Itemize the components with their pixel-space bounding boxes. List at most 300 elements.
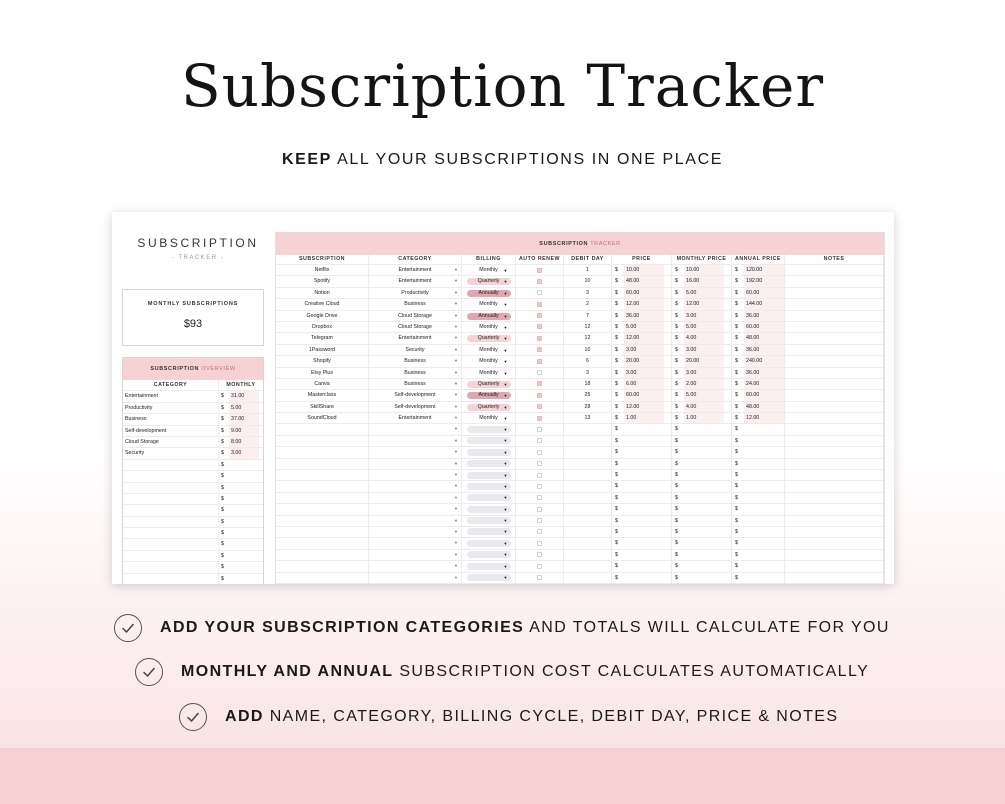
- debit-day-cell[interactable]: [564, 459, 612, 469]
- chevron-down-icon: ▼: [454, 563, 458, 569]
- notes-cell[interactable]: [785, 573, 884, 583]
- overview-monthly-amount: 31.00: [229, 391, 259, 401]
- category-dropdown[interactable]: [369, 481, 462, 491]
- debit-day-cell[interactable]: [564, 538, 612, 548]
- category-dropdown[interactable]: [369, 561, 462, 571]
- billing-pill[interactable]: [467, 437, 511, 444]
- tracker-header: [276, 233, 884, 255]
- auto-renew-checkbox[interactable]: [537, 552, 542, 557]
- currency-symbol: $: [615, 574, 618, 581]
- monthly-price-cell-amount: 5.00: [684, 288, 724, 298]
- auto-renew-checkbox[interactable]: [537, 507, 542, 512]
- billing-dropdown[interactable]: [462, 424, 516, 434]
- auto-renew-checkbox[interactable]: [537, 541, 542, 546]
- billing-dropdown[interactable]: [462, 436, 516, 446]
- billing-pill[interactable]: [467, 358, 511, 365]
- chevron-down-icon: ▼: [503, 381, 508, 387]
- notes-cell[interactable]: [785, 390, 884, 400]
- billing-value: Annually: [478, 289, 499, 296]
- billing-dropdown[interactable]: [462, 538, 516, 548]
- subscription-name-cell[interactable]: [276, 447, 369, 457]
- overview-monthly-cell: [219, 414, 263, 424]
- billing-pill[interactable]: [467, 335, 511, 342]
- chevron-down-icon: ▼: [503, 336, 508, 342]
- subscription-name-cell[interactable]: [276, 481, 369, 491]
- overview-row: [123, 539, 263, 550]
- subscription-name-cell[interactable]: [276, 550, 369, 560]
- category-dropdown[interactable]: [369, 470, 462, 480]
- monthly-price-cell-amount: 20.00: [684, 356, 724, 366]
- auto-renew-checkbox[interactable]: [537, 564, 542, 569]
- category-dropdown[interactable]: [369, 459, 462, 469]
- chevron-down-icon: ▼: [503, 540, 508, 546]
- billing-pill[interactable]: [467, 324, 511, 331]
- tracker-col-header: SUBSCRIPTION: [276, 255, 369, 264]
- auto-renew-checkbox[interactable]: [537, 484, 542, 489]
- subscription-name-cell[interactable]: [276, 516, 369, 526]
- monthly-price-cell: [672, 333, 732, 343]
- chevron-down-icon: ▼: [454, 506, 458, 512]
- category-dropdown[interactable]: [369, 527, 462, 537]
- notes-cell[interactable]: [785, 402, 884, 412]
- subscription-name-cell[interactable]: [276, 470, 369, 480]
- auto-renew-checkbox[interactable]: [537, 404, 542, 409]
- subscription-name-cell[interactable]: Shopify: [276, 356, 369, 366]
- notes-cell[interactable]: [785, 379, 884, 389]
- billing-pill[interactable]: [467, 404, 511, 411]
- annual-price-cell: [732, 459, 785, 469]
- debit-day-cell[interactable]: 28: [564, 402, 612, 412]
- category-dropdown[interactable]: [369, 390, 462, 400]
- billing-pill[interactable]: [467, 313, 511, 320]
- overview-row: [123, 528, 263, 539]
- billing-pill[interactable]: [467, 494, 511, 501]
- auto-renew-cell: [516, 402, 564, 412]
- auto-renew-checkbox[interactable]: [537, 495, 542, 500]
- price-cell-amount: 6.00: [624, 379, 664, 389]
- auto-renew-cell: [516, 413, 564, 423]
- monthly-price-cell-amount: 10.00: [684, 265, 724, 275]
- subscription-name-cell[interactable]: [276, 538, 369, 548]
- subscription-name-cell[interactable]: Masterclass: [276, 390, 369, 400]
- auto-renew-checkbox[interactable]: [537, 461, 542, 466]
- annual-price-cell-amount: 240.00: [744, 356, 784, 366]
- debit-day-cell[interactable]: 18: [564, 379, 612, 389]
- notes-cell[interactable]: [785, 345, 884, 355]
- subscription-name-cell[interactable]: [276, 436, 369, 446]
- billing-dropdown[interactable]: [462, 368, 516, 378]
- currency-symbol: $: [615, 426, 618, 433]
- billing-pill[interactable]: [467, 267, 511, 274]
- notes-cell[interactable]: [785, 322, 884, 332]
- billing-pill[interactable]: [467, 392, 511, 399]
- price-cell-amount: 1.00: [624, 413, 664, 423]
- currency-symbol: $: [675, 358, 678, 365]
- auto-renew-checkbox[interactable]: [537, 450, 542, 455]
- debit-day-cell[interactable]: [564, 550, 612, 560]
- billing-pill[interactable]: [467, 426, 511, 433]
- category-dropdown[interactable]: [369, 311, 462, 321]
- subscription-name-cell[interactable]: [276, 527, 369, 537]
- category-dropdown[interactable]: [369, 288, 462, 298]
- currency-symbol: $: [221, 552, 224, 559]
- notes-cell[interactable]: [785, 299, 884, 309]
- debit-day-cell[interactable]: [564, 516, 612, 526]
- debit-day-cell[interactable]: [564, 424, 612, 434]
- overview-title-bold: SUBSCRIPTION: [150, 366, 200, 372]
- category-dropdown[interactable]: [369, 322, 462, 332]
- category-value: Productivity: [401, 289, 429, 296]
- billing-pill[interactable]: [467, 449, 511, 456]
- category-value: Self-development: [394, 403, 436, 410]
- notes-cell[interactable]: [785, 288, 884, 298]
- debit-day-cell[interactable]: 2: [564, 299, 612, 309]
- price-cell: [612, 322, 672, 332]
- billing-pill[interactable]: [467, 381, 511, 388]
- notes-cell[interactable]: [785, 424, 884, 434]
- debit-day-cell[interactable]: 10: [564, 276, 612, 286]
- auto-renew-checkbox[interactable]: [537, 279, 542, 284]
- subscription-name-cell[interactable]: 1Password: [276, 345, 369, 355]
- overview-category-cell: [123, 494, 219, 504]
- auto-renew-checkbox[interactable]: [537, 393, 542, 398]
- category-dropdown[interactable]: [369, 402, 462, 412]
- debit-day-cell[interactable]: 7: [564, 311, 612, 321]
- chevron-down-icon: ▼: [454, 278, 458, 284]
- billing-dropdown[interactable]: [462, 516, 516, 526]
- notes-cell[interactable]: [785, 413, 884, 423]
- debit-day-cell[interactable]: [564, 527, 612, 537]
- currency-symbol: $: [221, 438, 224, 445]
- auto-renew-cell: [516, 379, 564, 389]
- notes-cell[interactable]: [785, 436, 884, 446]
- category-dropdown[interactable]: [369, 424, 462, 434]
- overview-category-cell: [123, 483, 219, 493]
- notes-cell[interactable]: [785, 459, 884, 469]
- billing-dropdown[interactable]: [462, 276, 516, 286]
- debit-day-cell[interactable]: 6: [564, 356, 612, 366]
- auto-renew-checkbox[interactable]: [537, 313, 542, 318]
- category-value: Entertainment: [398, 335, 432, 342]
- overview-category-cell: [123, 539, 219, 549]
- chevron-down-icon: ▼: [454, 358, 458, 364]
- currency-symbol: $: [675, 460, 678, 467]
- subscription-name-cell[interactable]: Netflix: [276, 265, 369, 275]
- currency-symbol: $: [675, 267, 678, 273]
- subscription-name-cell[interactable]: [276, 493, 369, 503]
- auto-renew-checkbox[interactable]: [537, 347, 542, 352]
- overview-monthly-amount: 8.00: [229, 437, 259, 447]
- currency-symbol: $: [615, 369, 618, 376]
- subscription-name-cell[interactable]: SoundCloud: [276, 413, 369, 423]
- notes-cell[interactable]: [785, 265, 884, 275]
- debit-day-cell[interactable]: 13: [564, 413, 612, 423]
- chevron-down-icon: ▼: [503, 279, 508, 285]
- notes-cell[interactable]: [785, 516, 884, 526]
- category-dropdown[interactable]: [369, 550, 462, 560]
- brand-title: SUBSCRIPTION: [137, 236, 259, 250]
- billing-dropdown[interactable]: [462, 356, 516, 366]
- annual-price-cell: [732, 493, 785, 503]
- notes-cell[interactable]: [785, 504, 884, 514]
- billing-pill[interactable]: [467, 506, 511, 513]
- annual-price-cell: [732, 333, 785, 343]
- notes-cell[interactable]: [785, 333, 884, 343]
- subscription-overview-table: [122, 357, 264, 584]
- notes-cell[interactable]: [785, 550, 884, 560]
- billing-pill[interactable]: [467, 551, 511, 558]
- billing-pill[interactable]: [467, 347, 511, 354]
- category-value: Business: [404, 380, 426, 387]
- auto-renew-cell: [516, 311, 564, 321]
- auto-renew-checkbox[interactable]: [537, 575, 542, 580]
- auto-renew-checkbox[interactable]: [537, 427, 542, 432]
- category-dropdown[interactable]: [369, 368, 462, 378]
- chevron-down-icon: ▼: [503, 529, 508, 535]
- auto-renew-checkbox[interactable]: [537, 518, 542, 523]
- billing-dropdown[interactable]: [462, 390, 516, 400]
- category-dropdown[interactable]: [369, 493, 462, 503]
- billing-pill[interactable]: [467, 540, 511, 547]
- billing-pill[interactable]: [467, 290, 511, 297]
- billing-dropdown[interactable]: [462, 481, 516, 491]
- debit-day-cell[interactable]: [564, 504, 612, 514]
- billing-pill[interactable]: [467, 574, 511, 581]
- annual-price-cell-amount: 48.00: [744, 333, 784, 343]
- debit-day-cell[interactable]: 1: [564, 265, 612, 275]
- auto-renew-checkbox[interactable]: [537, 268, 542, 273]
- category-dropdown[interactable]: [369, 516, 462, 526]
- billing-dropdown[interactable]: [462, 459, 516, 469]
- auto-renew-checkbox[interactable]: [537, 438, 542, 443]
- billing-dropdown[interactable]: [462, 550, 516, 560]
- notes-cell[interactable]: [785, 311, 884, 321]
- auto-renew-cell: [516, 345, 564, 355]
- billing-pill[interactable]: [467, 370, 511, 377]
- debit-day-cell[interactable]: [564, 573, 612, 583]
- subscription-name-cell[interactable]: SkillShare: [276, 402, 369, 412]
- billing-dropdown[interactable]: [462, 379, 516, 389]
- debit-day-cell[interactable]: [564, 470, 612, 480]
- subscription-name-cell[interactable]: [276, 504, 369, 514]
- debit-day-cell[interactable]: [564, 481, 612, 491]
- auto-renew-checkbox[interactable]: [537, 473, 542, 478]
- notes-cell[interactable]: [785, 527, 884, 537]
- currency-symbol: $: [675, 506, 678, 513]
- subscription-name-cell[interactable]: Creative Cloud: [276, 299, 369, 309]
- monthly-price-cell-amount: 16.00: [684, 276, 724, 286]
- overview-row: [123, 551, 263, 562]
- monthly-price-cell-amount: 3.00: [684, 311, 724, 321]
- currency-symbol: $: [221, 416, 224, 423]
- category-dropdown[interactable]: [369, 573, 462, 583]
- currency-symbol: $: [735, 415, 738, 422]
- debit-day-cell[interactable]: [564, 561, 612, 571]
- debit-day-cell[interactable]: [564, 447, 612, 457]
- annual-price-cell-amount: 24.00: [744, 379, 784, 389]
- billing-dropdown[interactable]: [462, 322, 516, 332]
- billing-dropdown[interactable]: [462, 493, 516, 503]
- notes-cell[interactable]: [785, 470, 884, 480]
- table-row: [276, 311, 884, 322]
- category-dropdown[interactable]: [369, 379, 462, 389]
- billing-pill[interactable]: [467, 517, 511, 524]
- chevron-down-icon: ▼: [454, 323, 458, 329]
- category-dropdown[interactable]: [369, 504, 462, 514]
- price-cell: [612, 516, 672, 526]
- currency-symbol: $: [675, 289, 678, 296]
- billing-dropdown[interactable]: [462, 504, 516, 514]
- debit-day-cell[interactable]: 25: [564, 390, 612, 400]
- subscription-name-cell[interactable]: Canva: [276, 379, 369, 389]
- notes-cell[interactable]: [785, 447, 884, 457]
- billing-pill[interactable]: [467, 301, 511, 308]
- subscription-name-cell[interactable]: [276, 459, 369, 469]
- billing-pill[interactable]: [467, 528, 511, 535]
- currency-symbol: $: [735, 449, 738, 456]
- auto-renew-checkbox[interactable]: [537, 302, 542, 307]
- notes-cell[interactable]: [785, 368, 884, 378]
- price-cell: [612, 265, 672, 275]
- monthly-price-cell: [672, 516, 732, 526]
- debit-day-cell[interactable]: 10: [564, 345, 612, 355]
- billing-dropdown[interactable]: [462, 470, 516, 480]
- billing-dropdown[interactable]: [462, 288, 516, 298]
- auto-renew-cell: [516, 470, 564, 480]
- price-cell: [612, 538, 672, 548]
- auto-renew-checkbox[interactable]: [537, 336, 542, 341]
- annual-price-cell: [732, 447, 785, 457]
- category-dropdown[interactable]: [369, 356, 462, 366]
- auto-renew-checkbox[interactable]: [537, 381, 542, 386]
- billing-pill[interactable]: [467, 472, 511, 479]
- notes-cell[interactable]: [785, 493, 884, 503]
- billing-dropdown[interactable]: [462, 265, 516, 275]
- debit-day-cell[interactable]: [564, 436, 612, 446]
- subscription-name-cell[interactable]: [276, 424, 369, 434]
- billing-dropdown[interactable]: [462, 345, 516, 355]
- debit-day-cell[interactable]: 3: [564, 288, 612, 298]
- overview-monthly-cell: [219, 483, 263, 493]
- auto-renew-checkbox[interactable]: [537, 324, 542, 329]
- subscription-name-cell[interactable]: Telegram: [276, 333, 369, 343]
- checkmark-icon: [121, 621, 135, 635]
- price-cell: [612, 311, 672, 321]
- notes-cell[interactable]: [785, 561, 884, 571]
- price-cell-amount: 12.00: [624, 333, 664, 343]
- monthly-price-cell-amount: 3.00: [684, 345, 724, 355]
- annual-price-cell: [732, 470, 785, 480]
- billing-pill[interactable]: [467, 483, 511, 490]
- chevron-down-icon: ▼: [503, 563, 508, 569]
- auto-renew-cell: [516, 561, 564, 571]
- billing-value: Quarterly: [477, 403, 500, 410]
- billing-value: Monthly: [479, 267, 498, 273]
- overview-row: [123, 460, 263, 471]
- notes-cell[interactable]: [785, 276, 884, 286]
- subscription-name-cell[interactable]: Dropbox: [276, 322, 369, 332]
- category-dropdown[interactable]: [369, 345, 462, 355]
- billing-pill[interactable]: [467, 278, 511, 285]
- billing-dropdown[interactable]: [462, 299, 516, 309]
- debit-day-cell[interactable]: 12: [564, 322, 612, 332]
- category-dropdown[interactable]: [369, 538, 462, 548]
- auto-renew-checkbox[interactable]: [537, 290, 542, 295]
- price-cell-amount: 36.00: [624, 311, 664, 321]
- billing-pill[interactable]: [467, 415, 511, 422]
- subscription-name-cell[interactable]: [276, 561, 369, 571]
- overview-monthly-cell: [219, 403, 263, 413]
- debit-day-cell[interactable]: 3: [564, 368, 612, 378]
- billing-dropdown[interactable]: [462, 333, 516, 343]
- category-dropdown[interactable]: [369, 436, 462, 446]
- billing-pill[interactable]: [467, 460, 511, 467]
- category-dropdown[interactable]: [369, 265, 462, 275]
- billing-dropdown[interactable]: [462, 311, 516, 321]
- overview-column-headers: [123, 380, 263, 391]
- auto-renew-checkbox[interactable]: [537, 416, 542, 421]
- debit-day-cell[interactable]: 12: [564, 333, 612, 343]
- currency-symbol: $: [735, 528, 738, 535]
- table-row: [276, 368, 884, 379]
- chevron-down-icon: ▼: [454, 312, 458, 318]
- category-dropdown[interactable]: [369, 276, 462, 286]
- auto-renew-cell: [516, 447, 564, 457]
- auto-renew-cell: [516, 276, 564, 286]
- notes-cell[interactable]: [785, 356, 884, 366]
- auto-renew-cell: [516, 322, 564, 332]
- subscription-name-cell[interactable]: Spotify: [276, 276, 369, 286]
- billing-dropdown[interactable]: [462, 413, 516, 423]
- category-dropdown[interactable]: [369, 413, 462, 423]
- chevron-down-icon: ▼: [503, 313, 508, 319]
- auto-renew-checkbox[interactable]: [537, 370, 542, 375]
- billing-pill[interactable]: [467, 563, 511, 570]
- overview-col-category: CATEGORY: [123, 380, 219, 390]
- currency-symbol: $: [735, 563, 738, 570]
- auto-renew-checkbox[interactable]: [537, 359, 542, 364]
- chevron-down-icon: ▼: [503, 416, 508, 422]
- price-cell: [612, 527, 672, 537]
- currency-symbol: $: [675, 392, 678, 399]
- notes-cell[interactable]: [785, 538, 884, 548]
- billing-dropdown[interactable]: [462, 573, 516, 583]
- subscription-name-cell[interactable]: Notion: [276, 288, 369, 298]
- price-cell: [612, 379, 672, 389]
- category-dropdown[interactable]: [369, 447, 462, 457]
- sheet-brand: [122, 236, 274, 261]
- subscription-name-cell[interactable]: Google Drive: [276, 311, 369, 321]
- auto-renew-checkbox[interactable]: [537, 529, 542, 534]
- price-cell-amount: 3.00: [624, 345, 664, 355]
- billing-dropdown[interactable]: [462, 527, 516, 537]
- notes-cell[interactable]: [785, 481, 884, 491]
- category-dropdown[interactable]: [369, 299, 462, 309]
- debit-day-cell[interactable]: [564, 493, 612, 503]
- chevron-down-icon: ▼: [454, 460, 458, 466]
- billing-dropdown[interactable]: [462, 402, 516, 412]
- subscription-name-cell[interactable]: [276, 573, 369, 583]
- chevron-down-icon: ▼: [454, 494, 458, 500]
- check-circle-icon: [179, 703, 207, 731]
- table-row: [276, 573, 884, 584]
- billing-dropdown[interactable]: [462, 561, 516, 571]
- currency-symbol: $: [735, 437, 738, 444]
- annual-price-cell: [732, 299, 785, 309]
- billing-dropdown[interactable]: [462, 447, 516, 457]
- subscription-name-cell[interactable]: Etsy Plus: [276, 368, 369, 378]
- category-dropdown[interactable]: [369, 333, 462, 343]
